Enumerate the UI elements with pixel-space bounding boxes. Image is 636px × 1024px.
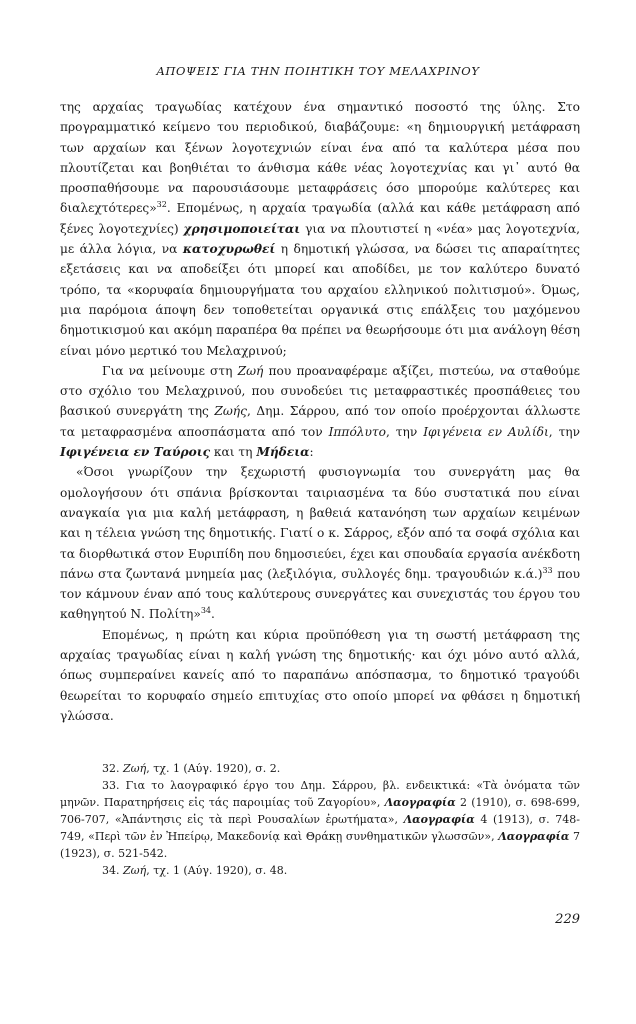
paragraph-1-text-a: της αρχαίας τραγωδίας κατέχουν ένα σημαντικό ποσοστό της ύλης. Στο προγραμματικό κείμενο του περιοδικού, διαβάζουμε: «η δημιουργική μετάφραση των αρχαίων και ξένων λογοτεχνιών είναι ένα από τα καλύτερα μέσα που πλουτίζεται και βοηθιέται το άνθισμα κάθε νέας λογοτεχνίας και γι᾽ αυτό θα προσπαθήσουμε να παρουσιάσουμε μεταφράσεις όσο μπορούμε καλύτερες και διαλεχτότερες» (60, 100, 580, 216)
emphasis-secured: κατοχυρωθεί (182, 242, 276, 257)
paragraph-2-text-3: , Δημ. Σάρρου, από τον οποίο προέρχονται άλλωστε τα μεταφρασμένα αποσπάσματα από τον (60, 404, 581, 439)
paragraph-2-text-1: Για να μείνουμε στη (102, 363, 238, 378)
quote-text-3: . (211, 607, 215, 622)
footnote-33-text-1: Για το λαογραφικό έργο του Δημ. Σάρρου, βλ. ενδεικτικά: «Τὰ ὀνόματα τῶν μηνῶν. Παρατηρήσεις εἰς τάς παροιμίας τοῦ Ζαγορίου», (60, 779, 580, 809)
paragraph-2-text-4: , την (386, 424, 424, 439)
page-number: 229 (555, 912, 580, 927)
block-quote (60, 462, 580, 624)
footnote-32-number: 32. (102, 762, 120, 775)
footnote-33-text-2: 2 (1910), σ. 698-699, 706-707, «Ἀπάντησις εἰς τὰ περὶ Ρουσαλίων ἐρωτήματα», (60, 796, 580, 826)
footnote-33-number: 33. (102, 779, 120, 792)
footnote-ref-33: 33 (542, 565, 553, 575)
footnote-34 (60, 862, 580, 879)
title-hippolytus: Ιππόλυτο (328, 424, 386, 439)
footnote-34-number: 34. (102, 864, 120, 877)
paragraph-1 (60, 97, 580, 361)
paragraph-1-text-c: για να πλουτιστεί η «νέα» μας λογοτεχνία, με άλλα λόγια, να (60, 221, 580, 257)
main-text (60, 97, 580, 726)
footnote-33-journal-2: Λαογραφία (403, 813, 475, 826)
footnote-32-text: , τχ. 1 (Αύγ. 1920), σ. 2. (146, 762, 281, 775)
quote-text-2: που τον κάμνουν έναν από τους καλύτερους συνεργάτες και συνεχιστάς του έργου του καθηγητού Ν. Πολίτη» (60, 566, 580, 622)
title-iphigenia-tauris: Ιφιγένεια εν Ταύροις (60, 445, 211, 460)
footnote-33-text-3: 4 (1913), σ. 748-749, «Περὶ τῶν ἐν Ἠπείρῳ, Μακεδονίᾳ καὶ Θράκῃ συνθηματικῶν γλωσσῶν», (60, 813, 580, 843)
paragraph-1-text-d: η δημοτική γλώσσα, να δώσει τις απαραίτητες εξετάσεις και να αποδείξει ότι μπορεί και αποδίδει, με τον καλύτερο δυνατό τρόπο, τα «κορυφαία δημιουργήματα του αρχαίου ελληνικού πολιτισμού». Όμως, μια παρόμοια άποψη δεν τοποθετείται οργανικά στις επάλξεις του μαχόμενου δημοτικισμού και ακόμη παραπέρα θα πρέπει να θεωρήσουμε ότι μια ανάλογη θέση είναι μόνο μερτικό του Μελαχρινού; (60, 242, 580, 358)
footnote-34-title: Ζωή (123, 864, 147, 877)
title-zoi: Ζωή (237, 363, 264, 378)
paragraph-2-text-7: : (309, 445, 314, 460)
paragraph-2-text-2: που προαναφέραμε αξίζει, πιστεύω, να σταθούμε στο σχόλιο του Μελαχρινού, που συνοδεύει τις μεταφραστικές προσπάθειες του βασικού συνεργάτη της (60, 363, 580, 419)
emphasis-used: χρησιμοποιείται (183, 221, 301, 236)
quote-text-1: «Όσοι γνωρίζουν την ξεχωριστή φυσιογνωμία του συνεργάτη μας θα ομολογήσουν ότι σπάνια βρίσκονται ταιριασμένα τα δύο συστατικά που είναι αναγκαία για μια καλή μετάφραση, η βαθειά κατανόηση των αρχαίων κειμένων και η τέλεια γνώση της δημοτικής. Γιατί ο κ. Σάρρος, εξόν από τα σοφά σχόλια και τα διορθωτικά στον Ευριπίδη που δημοσιεύει, έχει και σπουδαία εργασία ανέκδοτη πάνω στα ζωντανά μνημεία μας (λεξιλόγια, συλλογές δημ. τραγουδιών κ.ά.) (60, 465, 580, 581)
running-head: ΑΠΟΨΕΙΣ ΓΙΑ ΤΗΝ ΠΟΙΗΤΙΚΗ ΤΟΥ ΜΕΛΑΧΡΙΝΟΥ (156, 64, 480, 78)
paragraph-1-text-b: . Επομένως, η αρχαία τραγωδία (αλλά και κάθε μετάφραση από ξένες λογοτεχνίες) (60, 201, 580, 236)
title-medea: Μήδεια (256, 445, 310, 460)
paragraph-2-text-6: και τη (210, 445, 257, 460)
footnote-33-journal-1: Λαογραφία (384, 796, 456, 809)
footnote-34-text: , τχ. 1 (Αύγ. 1920), σ. 48. (146, 864, 288, 877)
paragraph-4: Επομένως, η πρώτη και κύρια προϋπόθεση για τη σωστή μετάφραση της αρχαίας τραγωδίας είναι η καλή γνώση της δημοτικής· και όχι μόνο αυτό αλλά, όπως συμπεραίνει κανείς από το παραπάνω απόσπασμα, το δημοτικό τραγούδι θεωρείται το κορυφαίο σημείο επιτυχίας στο οποίο μπορεί να φθάσει η δημοτική γλώσσα. (60, 627, 580, 723)
paragraph-2-text-5: , την (548, 424, 581, 439)
footnote-32-title: Ζωή (123, 762, 147, 775)
footnote-33-journal-3: Λαογραφία (498, 830, 570, 843)
paragraph-2 (60, 361, 580, 462)
footnote-32 (60, 760, 580, 777)
footnote-ref-34: 34 (200, 606, 212, 616)
title-zois: Ζωής (214, 404, 247, 419)
footnotes (60, 760, 580, 879)
footnote-ref-32: 32 (156, 200, 167, 210)
title-iphigenia-aulis: Ιφιγένεια εν Αυλίδι (423, 424, 549, 439)
footnote-33-text-4: 7 (1923), σ. 521-542. (60, 830, 580, 860)
footnote-33 (60, 777, 580, 862)
